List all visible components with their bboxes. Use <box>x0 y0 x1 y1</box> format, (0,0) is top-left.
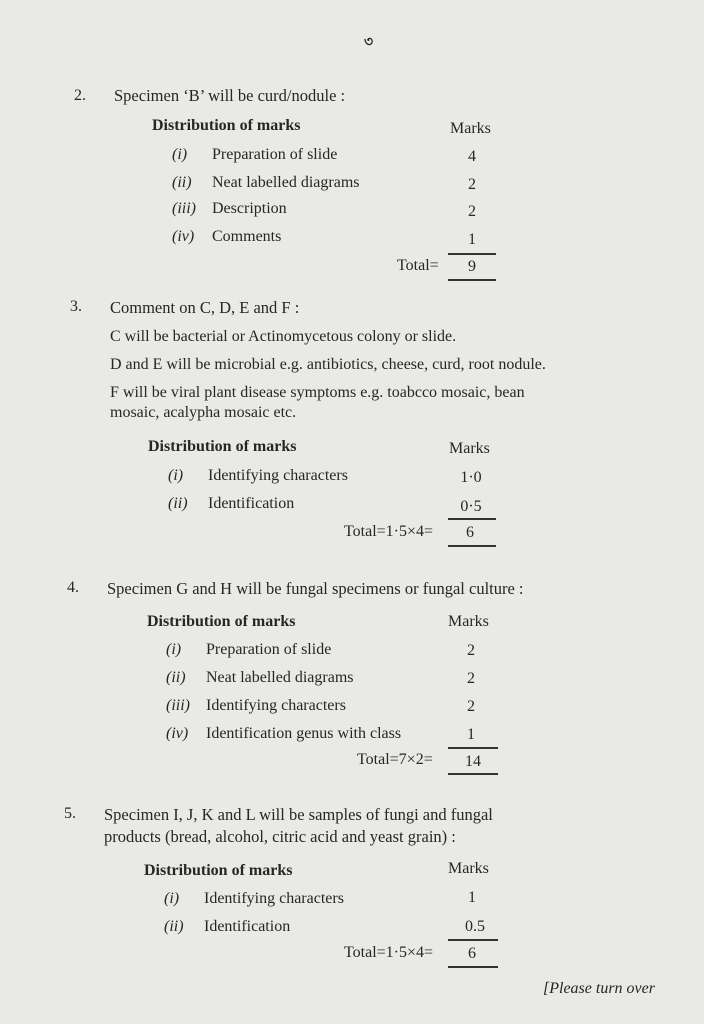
section-heading: Specimen ‘B’ will be curd/nodule : <box>114 86 346 105</box>
item-marks: 4 <box>468 148 476 165</box>
list-item <box>164 890 344 908</box>
item-label: Neat labelled diagrams <box>212 174 360 191</box>
item-roman: (iii) <box>172 200 196 217</box>
item-roman: (iv) <box>172 228 195 245</box>
section-heading-line: Specimen I, J, K and L will be samples of fungi and fungal <box>104 805 493 824</box>
sum-rule <box>448 939 498 941</box>
list-item <box>166 725 401 743</box>
item-label: Description <box>212 200 287 217</box>
total-label: Total=1·5×4= <box>344 944 434 961</box>
item-roman: (i) <box>168 467 184 484</box>
item-label: Preparation of slide <box>206 641 332 658</box>
item-roman: (ii) <box>164 918 184 935</box>
item-marks: 2 <box>467 642 475 659</box>
item-label: Identification <box>208 495 295 512</box>
total-rule <box>448 966 498 968</box>
item-label: Preparation of slide <box>212 146 338 163</box>
list-item <box>172 228 281 246</box>
item-marks: 0·5 <box>460 498 482 515</box>
item-label: Identifying characters <box>204 890 344 907</box>
section-heading: Comment on C, D, E and F : <box>110 298 300 317</box>
total-value: 9 <box>468 258 476 275</box>
item-roman: (iv) <box>166 725 189 742</box>
list-item <box>172 146 337 164</box>
item-roman: (i) <box>166 641 182 658</box>
item-marks: 1 <box>467 726 475 743</box>
body-line: F will be viral plant disease symptoms e.g. toabcco mosaic, bean <box>110 384 525 401</box>
item-marks: 0.5 <box>465 918 485 935</box>
total-value: 14 <box>465 753 481 770</box>
marks-label: Marks <box>449 440 490 457</box>
item-label: Comments <box>212 228 282 245</box>
item-marks: 2 <box>467 698 475 715</box>
body-line: C will be bacterial or Actinomycetous colony or slide. <box>110 328 457 345</box>
item-marks: 1 <box>468 231 476 248</box>
sum-rule <box>448 518 496 520</box>
turn-over-note: [Please turn over <box>543 980 655 997</box>
item-roman: (i) <box>172 146 188 163</box>
list-item <box>172 174 360 192</box>
item-roman: (iii) <box>166 697 190 714</box>
list-item <box>168 467 348 485</box>
sum-rule <box>448 747 498 749</box>
list-item <box>166 669 354 687</box>
item-label: Identification genus with class <box>206 725 402 742</box>
total-label: Total=1·5×4= <box>344 523 434 540</box>
distribution-label: Distribution of marks <box>152 117 301 134</box>
item-marks: 2 <box>468 203 476 220</box>
item-marks: 2 <box>468 176 476 193</box>
marks-label: Marks <box>448 860 489 877</box>
section-heading-line: products (bread, alcohol, citric acid and yeast grain) : <box>104 827 456 846</box>
marks-label: Marks <box>448 613 489 630</box>
distribution-label: Distribution of marks <box>147 613 296 630</box>
item-roman: (ii) <box>166 669 186 686</box>
sum-rule <box>448 253 496 255</box>
list-item <box>172 200 287 218</box>
item-marks: 1·0 <box>460 469 482 486</box>
body-line: D and E will be microbial e.g. antibiotics, cheese, curd, root nodule. <box>110 356 546 373</box>
marks-label: Marks <box>450 120 491 137</box>
total-rule <box>448 545 496 547</box>
list-item <box>166 697 346 715</box>
section-number: 5. <box>64 805 76 822</box>
total-value: 6 <box>466 524 474 541</box>
section-number: 3. <box>70 298 82 315</box>
total-rule <box>448 279 496 281</box>
total-label: Total= <box>397 257 439 274</box>
item-marks: 1 <box>468 889 476 906</box>
list-item <box>166 641 331 659</box>
page-mark: ৩ <box>364 35 374 50</box>
item-label: Identifying characters <box>206 697 346 714</box>
distribution-label: Distribution of marks <box>144 862 293 879</box>
item-marks: 2 <box>467 670 475 687</box>
distribution-label: Distribution of marks <box>148 438 297 455</box>
section-number: 2. <box>74 87 86 104</box>
list-item <box>164 918 290 936</box>
section-heading: Specimen G and H will be fungal specimens or fungal culture : <box>107 579 524 598</box>
item-roman: (ii) <box>168 495 188 512</box>
item-roman: (ii) <box>172 174 192 191</box>
list-item <box>168 495 294 513</box>
item-label: Identification <box>204 918 291 935</box>
item-roman: (i) <box>164 890 180 907</box>
item-label: Neat labelled diagrams <box>206 669 354 686</box>
total-value: 6 <box>468 945 476 962</box>
body-line: mosaic, acalypha mosaic etc. <box>110 404 297 421</box>
total-rule <box>448 773 498 775</box>
item-label: Identifying characters <box>208 467 348 484</box>
section-number: 4. <box>67 579 79 596</box>
total-label: Total=7×2= <box>357 751 433 768</box>
